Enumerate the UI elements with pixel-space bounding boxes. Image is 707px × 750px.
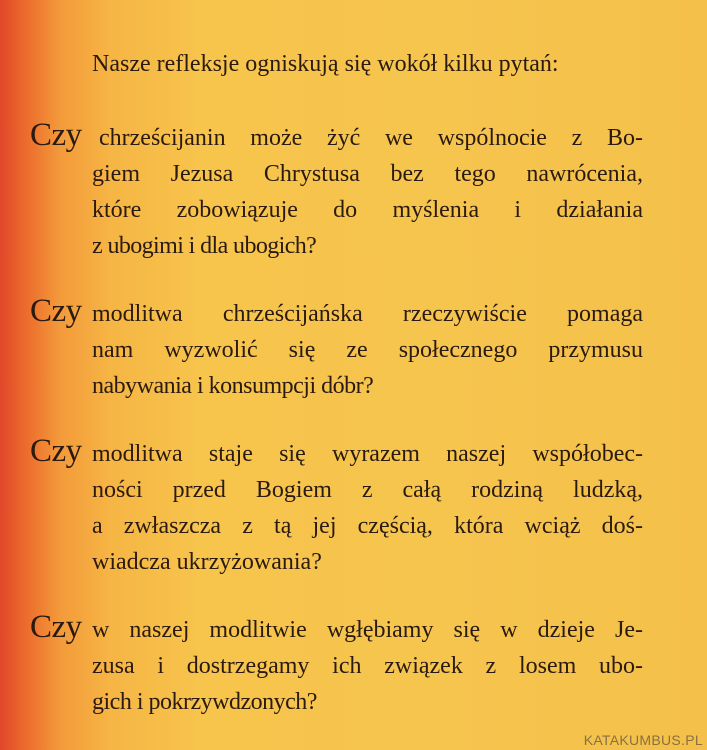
lead-word: Czy — [30, 609, 82, 645]
text-line: ności przed Bogiem z całą rodziną ludzką, — [92, 477, 643, 503]
text-line: nam wyzwolić się ze społecznego przymusu — [92, 337, 643, 363]
text-line: gich i pokrzywdzonych? — [92, 689, 317, 715]
lead-word: Czy — [30, 433, 82, 469]
text-line: nabywania i konsumpcji dóbr? — [92, 373, 374, 399]
text-line: modlitwa staje się wyrazem naszej współobec- — [92, 441, 643, 467]
text-line: które zobowiązuje do myślenia i działania — [92, 197, 643, 223]
text-line: a zwłaszcza z tą jej częścią, która wciąż doś- — [92, 513, 643, 539]
intro-text: Nasze refleksje ogniskują się wokół kilku pytań: — [92, 51, 559, 77]
text-line: z ubogimi i dla ubogich? — [92, 233, 317, 259]
watermark: KATAKUMBUS.PL — [583, 732, 703, 748]
text-line: zusa i dostrzegamy ich związek z losem ubo- — [92, 653, 643, 679]
text-line: modlitwa chrześcijańska rzeczywiście pomaga — [92, 301, 643, 327]
text-line: wiadcza ukrzyżowania? — [92, 549, 322, 575]
text-line: giem Jezusa Chrystusa bez tego nawrócenia, — [92, 161, 643, 187]
text-line: chrześcijanin może żyć we wspólnocie z Bo- — [99, 125, 643, 151]
text-line: w naszej modlitwie wgłębiamy się w dzieje Je- — [92, 617, 643, 643]
lead-word: Czy — [30, 117, 82, 153]
lead-word: Czy — [30, 293, 82, 329]
